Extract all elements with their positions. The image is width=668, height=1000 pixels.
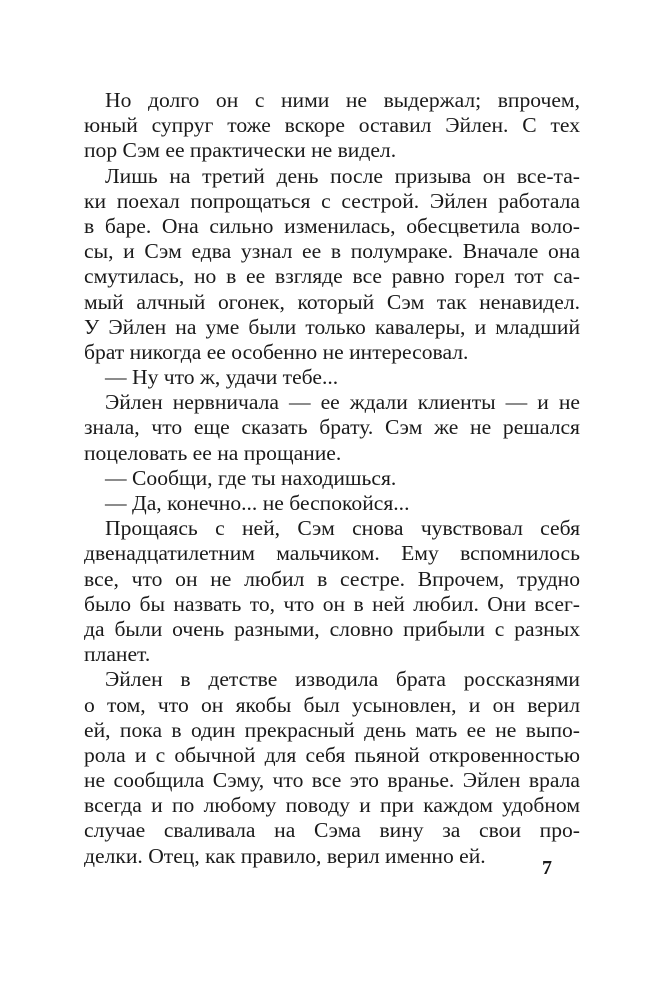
paragraph: [84, 516, 580, 667]
text-line: У Эйлен на уме были только кавалеры, и младший: [84, 314, 580, 339]
text-line: о том, что он якобы был усыновлен, и он верил: [84, 692, 580, 717]
paragraph: [84, 365, 580, 390]
text-line: брат никогда ее особенно не интересовал.: [84, 339, 469, 364]
text-line: ей, пока в один прекрасный день мать ее не выпо-: [84, 717, 580, 742]
text-line: Лишь на третий день после призыва он все-та-: [105, 163, 580, 188]
text-line: мый алчный огонек, который Сэм так ненавидел.: [84, 289, 580, 314]
page-number: 7: [542, 857, 552, 879]
text-line: да были очень разными, словно прибыли с разных: [84, 616, 580, 641]
text-line: пор Сэм ее практически не видел.: [84, 138, 397, 163]
text-line: юный супруг тоже вскоре оставил Эйлен. С тех: [84, 113, 580, 138]
text-line: Эйлен в детстве изводила брата россказнями: [105, 667, 580, 692]
text-line: всегда и по любому поводу и при каждом удобном: [84, 793, 580, 818]
paragraph: [84, 390, 580, 466]
text-line: — Ну что ж, удачи тебе...: [105, 365, 339, 390]
text-line: планет.: [84, 642, 151, 667]
text-line: делки. Отец, как правило, верил именно ей.: [84, 843, 486, 868]
text-line: поцеловать ее на прощание.: [84, 440, 342, 465]
text-line: сы, и Сэм едва узнал ее в полумраке. Вначале она: [84, 239, 580, 264]
body-text: [84, 88, 580, 869]
text-line: рола и с обычной для себя пьяной откровенностью: [84, 742, 580, 767]
text-line: случае сваливала на Сэма вину за свои про-: [84, 818, 580, 843]
paragraph: [84, 88, 580, 164]
text-line: ки поехал попрощаться с сестрой. Эйлен работала: [84, 188, 580, 213]
text-line: знала, что еще сказать брату. Сэм же не решался: [84, 415, 580, 440]
text-line: двенадцатилетним мальчиком. Ему вспомнилось: [84, 541, 580, 566]
text-line: не сообщила Сэму, что все это вранье. Эйлен врала: [84, 768, 580, 793]
text-line: в баре. Она сильно изменилась, обесцветила воло-: [84, 213, 580, 238]
text-line: все, что он не любил в сестре. Впрочем, трудно: [84, 566, 580, 591]
paragraph: [84, 667, 580, 869]
text-line: Но долго он с ними не выдержал; впрочем,: [105, 88, 580, 112]
paragraph: [84, 491, 580, 516]
text-line: было бы назвать то, что он в ней любил. Они всег-: [84, 591, 580, 616]
text-line: — Да, конечно... не беспокойся...: [105, 491, 410, 515]
text-line: Эйлен нервничала — ее ждали клиенты — и не: [105, 390, 580, 415]
text-line: Прощаясь с ней, Сэм снова чувствовал себя: [105, 516, 580, 541]
text-line: смутилась, но в ее взгляде все равно горел тот са-: [84, 264, 580, 289]
paragraph: [84, 164, 580, 366]
text-line: — Сообщи, где ты находишься.: [105, 465, 397, 490]
paragraph: [84, 466, 580, 491]
